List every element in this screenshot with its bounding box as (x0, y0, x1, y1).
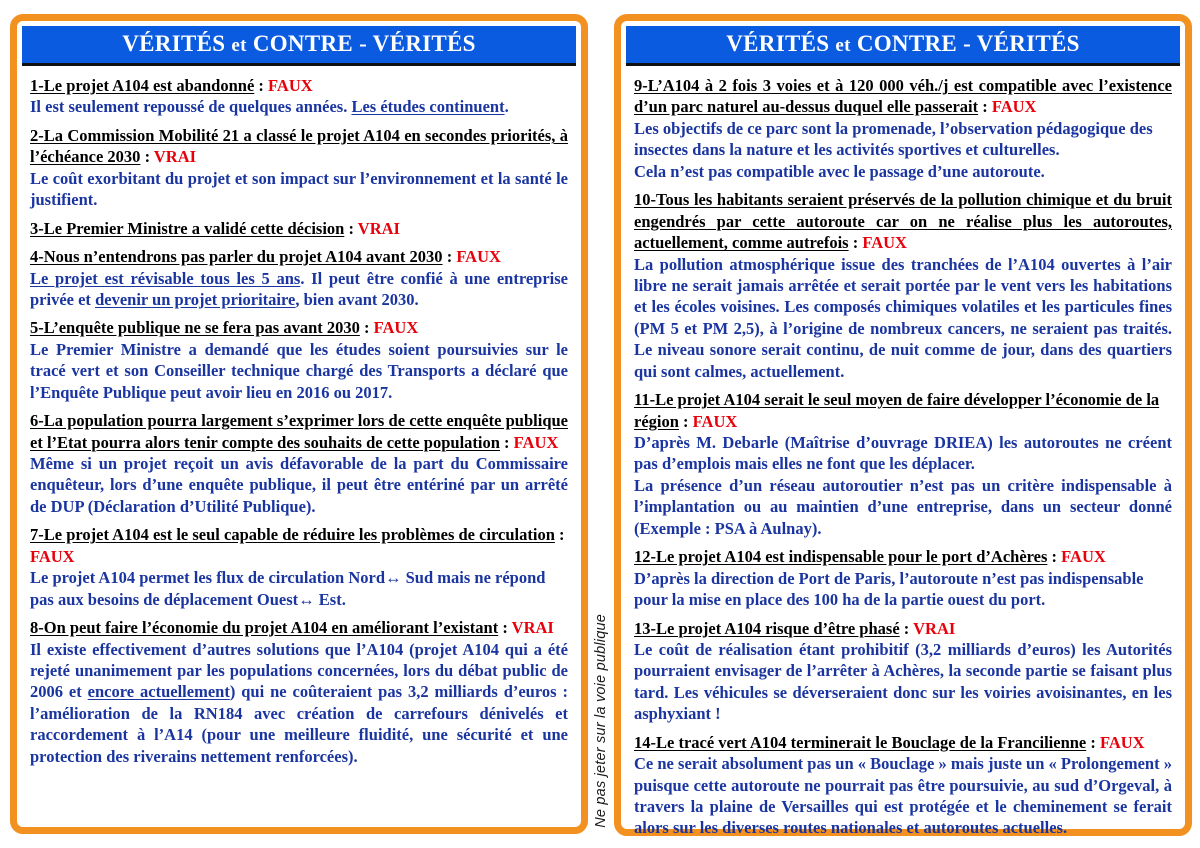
claim-verdict: FAUX (1100, 732, 1145, 752)
claim-question (634, 546, 1172, 567)
claim-answer: Il existe effectivement d’autres solutions que l’A104 (projet A104 qui a été rejeté unanimement par les populations concernées, lors du débat public de 2006 et encore actuellement) qui ne coûteraient pas 3,2 milliards d’euros : l’amélioration de la RN184 avec création de carrefours dénivelés et raccordement à l’A14 (pour une meilleure fluidité, une sécurité et une protection des riverains nettement renforcées). (30, 639, 568, 766)
claim-verdict: VRAI (153, 147, 197, 167)
claim-question (634, 75, 1172, 118)
claim-separator: : (1086, 732, 1100, 752)
panel-right-header (626, 26, 1180, 66)
header-title-part1: VÉRITÉS (122, 31, 226, 56)
claim-entry (634, 75, 1172, 182)
claim-entry (30, 617, 568, 767)
claim-separator: : (1047, 547, 1062, 567)
claim-separator: : (359, 318, 374, 338)
claim-question-text: 10-Tous les habitants seraient préservés de la pollution chimique et du bruit engendrés par cette autoroute car on ne réalise plus les autoroutes, actuellement, comme autrefois (634, 190, 1172, 253)
claim-answer: Le coût exorbitant du projet et son impact sur l’environnement et la santé le justifient. (30, 168, 568, 210)
gutter (588, 14, 614, 834)
claim-question-text: 12-Le projet A104 est indispensable pour le port d’Achères (634, 547, 1048, 567)
legal-notice: Ne pas jeter sur la voie publique (593, 614, 609, 828)
claim-answer: Même si un projet reçoit un avis défavorable de la part du Commissaire enquêteur, lors d’une enquête publique, il peut être entériné par un arrêté de DUP (Déclaration d’Utilité Publique). (30, 454, 568, 516)
panel-right (614, 14, 1192, 836)
claim-question (30, 246, 568, 267)
claim-separator: : (254, 76, 269, 96)
claim-question (30, 75, 568, 96)
claim-separator: : (498, 618, 512, 638)
claim-separator: : (442, 247, 457, 267)
claim-entry (30, 524, 568, 610)
claim-entry (634, 189, 1172, 382)
panel-left-header (22, 26, 576, 66)
claim-verdict: FAUX (991, 97, 1037, 117)
claim-question (634, 389, 1172, 432)
claim-entry (30, 410, 568, 517)
claim-question (30, 218, 568, 239)
claim-question-text: 9-L’A104 à 2 fois 3 voies et à 120 000 véh./j est compatible avec l’existence d’un parc naturel au-dessus duquel elle passerait (634, 76, 1172, 117)
claim-verdict: FAUX (30, 546, 75, 566)
claim-answer: Le projet est révisable tous les 5 ans. Il peut être confié à une entreprise privée et devenir un projet prioritaire, bien avant 2030. (30, 268, 568, 309)
claim-separator: : (554, 525, 565, 545)
claim-question (634, 618, 1172, 639)
claim-question-text: 8-On peut faire l’économie du projet A104 en améliorant l’existant (30, 618, 499, 638)
claim-question-text: 6-La population pourra largement s’exprimer lors de cette enquête publique et l’Etat pourra alors tenir compte des souhaits de cette population (30, 411, 568, 452)
claim-question-text: 5-L’enquête publique ne se fera pas avant 2030 (30, 318, 360, 338)
claim-entry (30, 125, 568, 211)
claim-separator: : (678, 411, 693, 431)
claim-answer: D’après M. Debarle (Maîtrise d’ouvrage DRIEA) les autoroutes ne créent pas d’emplois mais elles ne font que les déplacer. La présence d’un réseau autoroutier n’est pas un critère indispensable à l’implantation ou au maintien d’une entreprise, dans un secteur donné (Exemple : PSA à Aulnay). (634, 433, 1172, 538)
claim-question (634, 189, 1172, 253)
claim-question-text: 13-Le projet A104 risque d’être phasé (634, 618, 900, 638)
claim-question (634, 732, 1172, 753)
claim-answer: La pollution atmosphérique issue des tranchées de l’A104 ouvertes à l’air libre ne serait jamais arrêtée et serait portée par le vent vers les habitations et les écoles voisines. Les composés chimiques volatiles et les particules fines (PM 5 et PM 2,5), à l’origine de nombreux cancers, ne seraient pas traités. Le niveau sonore serait continu, de nuit comme de jour, dans des quartiers qui sont calmes, actuellement. (634, 254, 1172, 381)
claim-entry (634, 618, 1172, 725)
header-title-connector: et (231, 35, 247, 56)
claim-verdict: FAUX (456, 247, 501, 267)
claim-answer: Le coût de réalisation étant prohibitif (3,2 milliards d’euros) les Autorités pourraient envisager de l’arrêter à Achères, la seconde partie se faisant plus tard. Les véhicules se déverseraient donc sur les voiries avoisinantes, en les asphyxiant ! (634, 639, 1172, 724)
claim-answer: Il est seulement repoussé de quelques années. Les études continuent. (30, 97, 509, 117)
claim-verdict: VRAI (511, 618, 554, 638)
claim-verdict: FAUX (692, 411, 738, 431)
claim-entry (30, 246, 568, 310)
claim-question (30, 317, 568, 338)
claim-question-text: 14-Le tracé vert A104 terminerait le Bouclage de la Francilienne (634, 732, 1087, 752)
claim-verdict: VRAI (357, 218, 400, 238)
claim-entry (30, 317, 568, 403)
claim-verdict: FAUX (1061, 547, 1106, 567)
claim-question-text: 4-Nous n’entendrons pas parler du projet A104 avant 2030 (30, 247, 443, 267)
header-title-part1: VÉRITÉS (726, 31, 830, 56)
claim-question-text: 1-Le projet A104 est abandonné (30, 76, 255, 96)
claim-separator: : (140, 147, 154, 167)
claim-separator: : (848, 233, 863, 253)
panel-left (10, 14, 588, 834)
panel-right-body (626, 69, 1180, 846)
claim-answer: Le projet A104 permet les flux de circulation Nord↔ Sud mais ne répond pas aux besoins de déplacement Ouest↔ Est. (30, 568, 546, 609)
panel-left-body (22, 69, 576, 822)
claim-question (30, 125, 568, 168)
header-title-part2: CONTRE - VÉRITÉS (856, 31, 1080, 56)
claim-verdict: VRAI (913, 618, 956, 638)
claim-verdict: FAUX (373, 318, 419, 338)
claim-entry (634, 732, 1172, 839)
claim-separator: : (344, 218, 358, 238)
claim-answer: D’après la direction de Port de Paris, l’autoroute n’est pas indispensable pour la mise en place des 100 ha de la partie ouest du port. (634, 568, 1144, 610)
claim-question (30, 617, 568, 638)
header-title-part2: CONTRE - VÉRITÉS (252, 31, 476, 56)
claim-separator: : (499, 432, 514, 452)
claim-entry (634, 546, 1172, 610)
claim-entry (30, 75, 568, 118)
claim-verdict: FAUX (513, 432, 559, 452)
header-title-connector: et (835, 35, 851, 56)
claim-question-text: 7-Le projet A104 est le seul capable de réduire les problèmes de circulation (30, 525, 555, 545)
claim-verdict: FAUX (268, 76, 313, 96)
claim-answer: Ce ne serait absolument pas un « Bouclage » mais juste un « Prolongement » puisque cette autoroute ne pourrait pas être poursuivie, au sud d’Orgeval, à travers la plaine de Versailles qui est protégée et le cheminement se ferait alors sur les diverses routes nationales et autoroutes actuelles. (634, 754, 1172, 838)
claim-question-text: 11-Le projet A104 serait le seul moyen de faire développer l’économie de la région (634, 390, 1160, 431)
claim-separator: : (978, 97, 992, 117)
claim-question-text: 3-Le Premier Ministre a validé cette décision (30, 218, 345, 238)
claim-separator: : (899, 618, 914, 638)
claim-entry (634, 389, 1172, 539)
claim-verdict: FAUX (862, 233, 907, 253)
claim-question (30, 524, 568, 567)
claim-answer: Le Premier Ministre a demandé que les études soient poursuivies sur le tracé vert et son Conseiller technique chargé des Transports a déclaré que l’Enquête Publique peut avoir lieu en 2016 ou 2017. (30, 339, 568, 402)
claim-answer: Les objectifs de ce parc sont la promenade, l’observation pédagogique des insectes dans la nature et les activités sportives et culturelles. Cela n’est pas compatible avec le passage d’une autoroute. (634, 118, 1153, 181)
claim-question (30, 410, 568, 453)
claim-entry (30, 218, 568, 239)
claim-question-text: 2-La Commission Mobilité 21 a classé le projet A104 en secondes priorités, à l’échéance 2030 (30, 125, 568, 167)
